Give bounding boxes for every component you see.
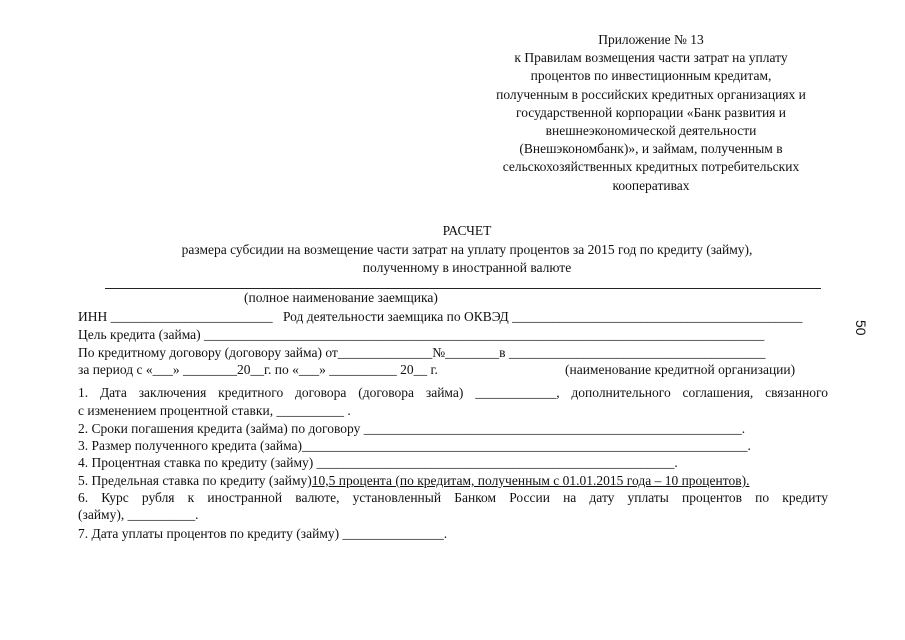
appendix-line: кооперативах <box>612 177 690 193</box>
item-2: 2. Сроки погашения кредита (займа) по договору ________________________________________________________. <box>78 421 746 436</box>
appendix-line: государственной корпорации «Банк развития и <box>516 104 786 120</box>
item-5 <box>78 473 749 489</box>
item-5-label: 5. Предельная ставка по кредиту (займу) <box>78 473 312 488</box>
bank-caption: (наименование кредитной организации) <box>565 362 796 377</box>
title-heading: РАСЧЕТ <box>442 223 492 238</box>
item-4: 4. Процентная ставка по кредиту (займу) _____________________________________________________. <box>78 455 678 470</box>
title-line-2: полученному в иностранной валюте <box>362 260 572 275</box>
appendix-line: внешнеэкономической деятельности <box>545 123 757 139</box>
period-field: за период с «___» ________20__г. по «___» __________ 20__ г. <box>78 362 438 377</box>
item-6-line-1: 6. Курс рубля к иностранной валюте, установленный Банком России на дату уплаты процентов по кредиту <box>78 490 828 505</box>
item-5-value: 10,5 процента (по кредитам, полученным с 01.01.2015 года – 10 процентов). <box>311 473 750 488</box>
item-7: 7. Дата уплаты процентов по кредиту (займу) _______________. <box>78 526 448 541</box>
appendix-line: процентов по инвестиционным кредитам, <box>530 68 772 84</box>
item-6-line-2: (займу), __________. <box>78 507 199 522</box>
appendix-line: (Внешэкономбанк)», и займам, полученным в <box>519 141 783 157</box>
appendix-header <box>465 31 837 195</box>
document-title <box>60 222 874 278</box>
okved-field: Род деятельности заемщика по ОКВЭД ___________________________________________ <box>283 309 803 324</box>
inn-field: ИНН ________________________ <box>78 309 273 324</box>
appendix-line: к Правилам возмещения части затрат на уплату <box>514 50 788 66</box>
appendix-line: сельскохозяйственных кредитных потребительских <box>502 159 800 175</box>
item-1-line-1: 1. Дата заключения кредитного договора (договора займа) ____________, дополнительного соглашения, связанного <box>78 385 828 400</box>
agreement-field: По кредитному договору (договору займа) от______________№________в ______________________________________ <box>78 345 766 360</box>
borrower-caption: (полное наименование заемщика) <box>244 290 438 305</box>
title-line-1: размера субсидии на возмещение части затрат на уплату процентов за 2015 год по кредиту (займу), <box>181 241 753 257</box>
appendix-line: Приложение № 13 <box>598 32 704 47</box>
purpose-field: Цель кредита (займа) ___________________________________________________________________________________ <box>78 327 765 342</box>
page-number: 50 <box>853 320 869 336</box>
borrower-name-line <box>105 288 821 289</box>
item-3: 3. Размер полученного кредита (займа)__________________________________________________________________. <box>78 438 751 453</box>
appendix-line: полученным в российских кредитных организациях и <box>496 86 806 102</box>
item-1-line-2: с изменением процентной ставки, __________ . <box>78 403 351 418</box>
